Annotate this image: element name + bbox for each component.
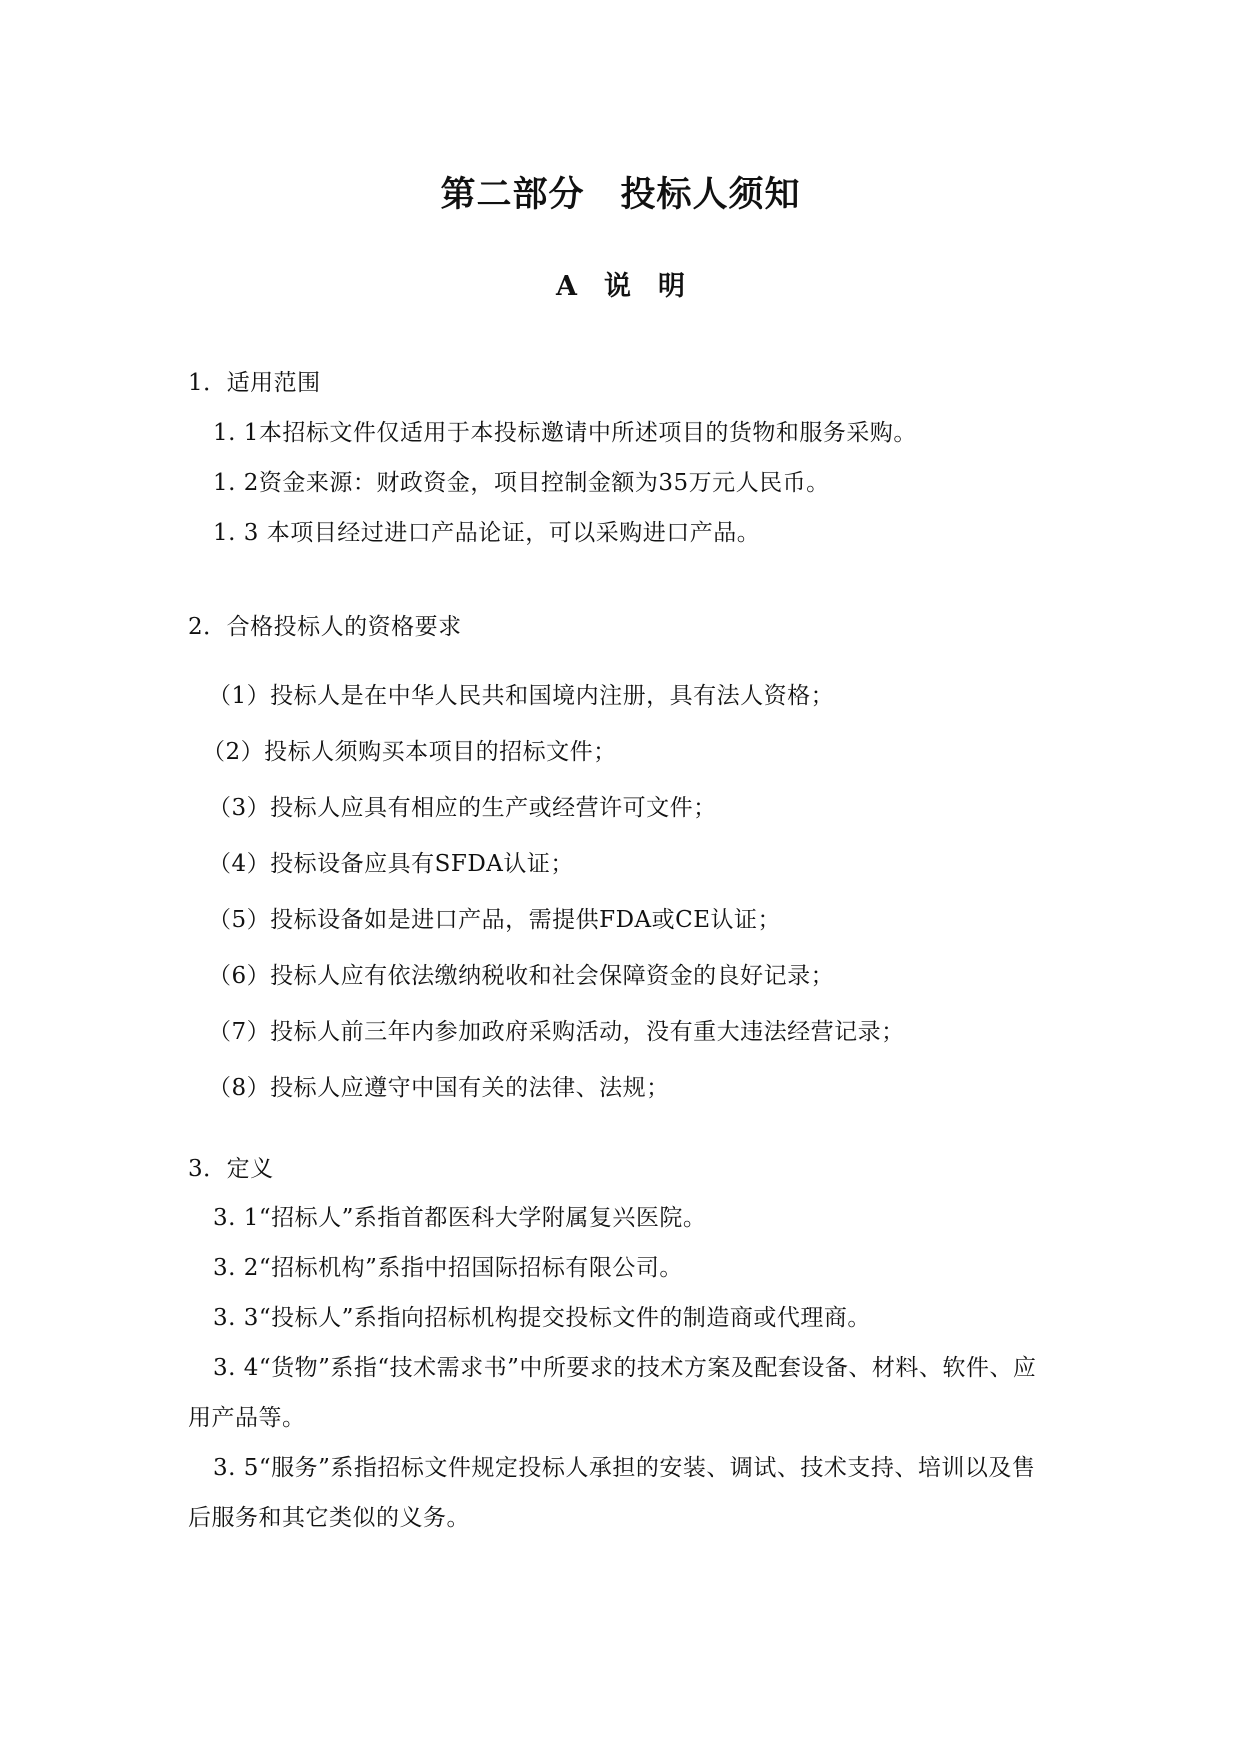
section-subtitle: A 说 明	[556, 271, 685, 302]
definition-3-4: 3. 4“货物”系指“技术需求书”中所要求的技术方案及配套设备、材料、软件、应	[213, 1355, 1037, 1381]
qualification-item: （7）投标人前三年内参加政府采购活动，没有重大违法经营记录；	[208, 1019, 905, 1045]
qualification-item: （8）投标人应遵守中国有关的法律、法规；	[208, 1075, 670, 1101]
definition-3-5-continued: 后服务和其它类似的义务。	[188, 1505, 470, 1531]
qualification-item: （3）投标人应具有相应的生产或经营许可文件；	[208, 795, 717, 821]
qualification-item: （6）投标人应有依法缴纳税收和社会保障资金的良好记录；	[208, 963, 835, 989]
definition-3-2: 3. 2“招标机构”系指中招国际招标有限公司。	[213, 1255, 683, 1281]
qualification-item: （4）投标设备应具有SFDA认证；	[208, 851, 574, 877]
definition-3-3: 3. 3“投标人”系指向招标机构提交投标文件的制造商或代理商。	[213, 1305, 871, 1331]
definition-3-1: 3. 1“招标人”系指首都医科大学附属复兴医院。	[213, 1205, 707, 1231]
definition-3-4-continued: 用产品等。	[188, 1405, 306, 1431]
section-heading-qualifications: 2．合格投标人的资格要求	[188, 614, 462, 640]
qualification-item: （2）投标人须购买本项目的招标文件；	[202, 739, 617, 765]
page-title: 第二部分 投标人须知	[440, 174, 801, 215]
definition-3-5: 3. 5“服务”系指招标文件规定投标人承担的安装、调试、技术支持、培训以及售	[213, 1455, 1036, 1481]
qualification-item: （1）投标人是在中华人民共和国境内注册，具有法人资格；	[208, 683, 835, 709]
section-heading-definitions: 3．定义	[188, 1156, 274, 1182]
qualification-item: （5）投标设备如是进口产品，需提供FDA或CE认证；	[208, 907, 782, 933]
clause-1-2: 1. 2资金来源：财政资金，项目控制金额为35万元人民币。	[213, 470, 830, 496]
clause-1-3: 1. 3 本项目经过进口产品论证，可以采购进口产品。	[213, 520, 761, 546]
section-heading-scope: 1．适用范围	[188, 370, 321, 396]
clause-1-1: 1. 1本招标文件仅适用于本投标邀请中所述项目的货物和服务采购。	[213, 420, 917, 446]
